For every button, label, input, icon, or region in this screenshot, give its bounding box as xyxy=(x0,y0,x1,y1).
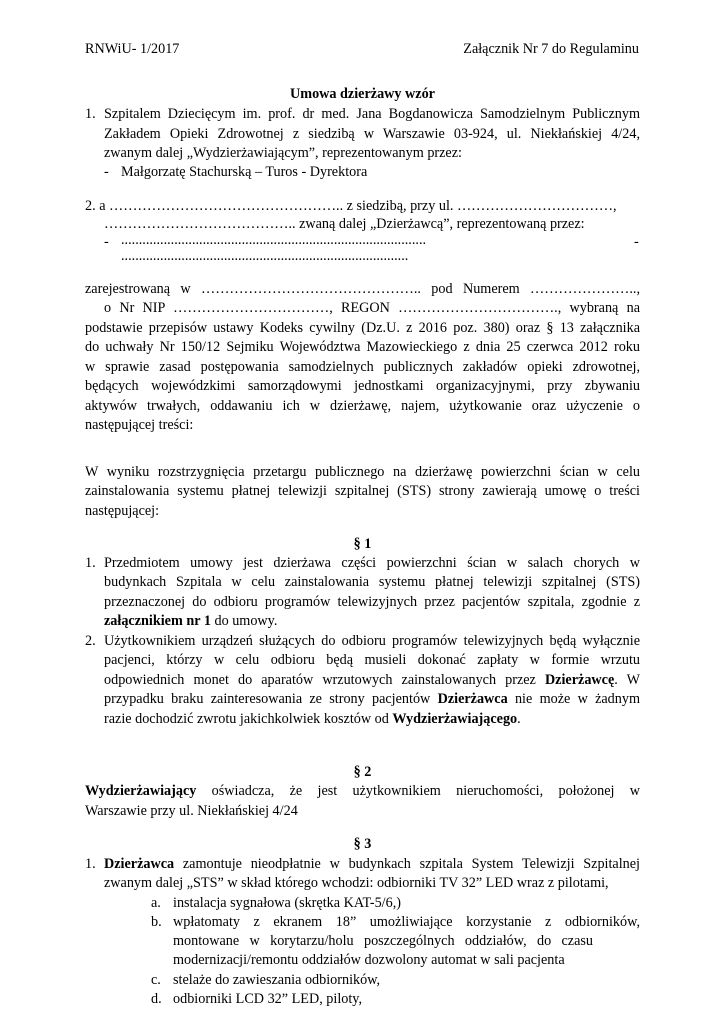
s1-point-number: 1. xyxy=(85,555,96,571)
s1-text: odpowiednich monet do aparatów wrzutowych zainstalowanych przez xyxy=(104,672,545,688)
s1-line xyxy=(104,612,277,632)
registration-line: do uchwały Nr 150/12 Sejmiku Województwa Mazowieckiego z dnia 25 czerwca 2012 roku xyxy=(85,339,640,355)
s1-line: pacjenci, którzy w celu odbioru będą musieli dokonać zapłaty w formie wrzutu xyxy=(104,652,640,668)
registration-line: zarejestrowaną w ……………………………………….. pod Numerem ………………….., xyxy=(85,281,640,297)
s1-line: budynkach Szpitala w celu zainstalowania systemu płatnej telewizji szpitalnej (STS) xyxy=(104,574,640,590)
list-label: b. xyxy=(151,914,162,930)
intro-line: W wyniku rozstrzygnięcia przetargu publicznego na dzierżawę powierzchni ścian w celu xyxy=(85,464,640,480)
s1-text: . xyxy=(517,711,521,727)
header-reference: RNWiU- 1/2017 xyxy=(85,41,180,57)
list-item: instalacja sygnałowa (skrętka KAT-5/6,) xyxy=(173,895,401,911)
section-heading: § 1 xyxy=(353,536,372,552)
intro-line: zainstalowania systemu płatnej telewizji szpitalnej (STS) strony zawierają umowę o treści xyxy=(85,483,640,499)
list-item: stelaże do zawieszania odbiorników, xyxy=(173,972,381,988)
s2-line: Warszawie przy ul. Niekłańskiej 4/24 xyxy=(85,803,298,819)
party1-number: 1. xyxy=(85,106,96,122)
s1-bold: Dzierżawcę xyxy=(544,672,615,688)
party1-rep-dash: - xyxy=(104,164,109,180)
s3-text: zamontuje nieodpłatnie w budynkach szpitala System Telewizji Szpitalnej xyxy=(174,856,640,872)
registration-line: o Nr NIP ……………………………, REGON ……………………………., wybraną na xyxy=(104,300,640,316)
list-item: montowane w korytarzu/holu poszczególnych oddziałów, do czasu xyxy=(173,933,593,949)
s1-text: razie dochodzić zwrotu jakichkolwiek kosztów od xyxy=(104,711,393,727)
s1-line xyxy=(104,710,521,730)
list-label: c. xyxy=(151,972,161,988)
s1-text: . W xyxy=(614,672,641,688)
s2-bold: Wydzierżawiający xyxy=(85,783,197,799)
intro-line: następującej: xyxy=(85,503,160,519)
list-item: modernizacji/remontu oddziałów dozwolony automat w sali pacjenta xyxy=(173,952,565,968)
document-title: Umowa dzierżawy wzór xyxy=(290,86,435,102)
registration-line: następującej treści: xyxy=(85,417,194,433)
party2-dots: ................................................................................. xyxy=(121,248,409,264)
party2-dots: ...................................................................................... xyxy=(121,232,427,248)
s1-line xyxy=(104,671,640,691)
s1-bold: Dzierżawca xyxy=(437,691,508,707)
section-heading: § 3 xyxy=(353,836,372,852)
registration-line: podstawie przepisów ustawy Kodeks cywilny (Dz.U. z 2016 poz. 380) oraz § 13 załącznika xyxy=(85,320,640,336)
party1-line: zwanym dalej „Wydzierżawiającym”, reprezentowanym przez: xyxy=(104,145,462,161)
party1-line: Szpitalem Dziecięcym im. prof. dr med. Jana Bogdanowicza Samodzielnym Publicznym xyxy=(104,106,640,122)
s1-line xyxy=(104,690,640,710)
party1-line: Zakładem Opieki Zdrowotnej z siedzibą w Warszawie 03-924, ul. Niekłańskiej 4/24, xyxy=(104,126,640,142)
s3-point-number: 1. xyxy=(85,856,96,872)
header-attachment: Załącznik Nr 7 do Regulaminu xyxy=(463,41,639,57)
s1-point-number: 2. xyxy=(85,633,96,649)
s3-line: zwanym dalej „STS” w skład którego wchodzi: odbiorniki TV 32” LED wraz z pilotami, xyxy=(104,875,609,891)
attachment-reference: załącznikiem nr 1 xyxy=(104,613,211,629)
list-label: a. xyxy=(151,895,161,911)
list-item: odbiorniki LCD 32” LED, piloty, xyxy=(173,991,363,1007)
list-label: d. xyxy=(151,991,162,1007)
registration-line: w sprawie zasad postępowania samodzielnych publicznych zakładów opieki zdrowotnej, xyxy=(85,359,640,375)
s3-bold: Dzierżawca xyxy=(104,856,175,872)
s1-text: do umowy. xyxy=(210,613,278,629)
party2-line: 2. a ………………………………………….. z siedzibą, przy ul. ……………………………, xyxy=(85,198,617,214)
s2-line xyxy=(85,782,640,802)
registration-line: będących wojewódzkimi samorządowymi jednostkami organizacyjnymi, przy zbywaniu xyxy=(85,378,640,394)
s1-line: przeznaczonej do odbioru programów telewizyjnych przez pacjentów szpitala, zgodnie z xyxy=(104,594,640,610)
registration-line: aktywów trwałych, oddawaniu ich w dzierżawę, najem, użytkowanie oraz użyczenie o xyxy=(85,398,640,414)
s1-text: przypadku braku zainteresowania ze strony pacjentów xyxy=(104,691,438,707)
s1-bold: Wydzierżawiającego xyxy=(392,711,518,727)
s3-line xyxy=(104,855,640,875)
party2-line: ………………………………….. zwaną dalej „Dzierżawcą”, reprezentowaną przez: xyxy=(104,216,585,232)
party1-representative: Małgorzatę Stachurską – Turos - Dyrektora xyxy=(121,164,368,180)
s1-line: Użytkownikiem urządzeń służących do odbioru programów telewizyjnych będą wyłącznie xyxy=(104,633,640,649)
party2-dash-right: - xyxy=(634,234,639,250)
s1-line: Przedmiotem umowy jest dzierżawa części powierzchni ścian w salach chorych w xyxy=(104,555,640,571)
s2-text: oświadcza, że jest użytkownikiem nieruchomości, położonej w xyxy=(196,783,640,799)
party2-dash-left: - xyxy=(104,234,109,250)
list-item: wpłatomaty z ekranem 18” umożliwiające korzystanie z odbiorników, xyxy=(173,914,640,930)
s1-text: nie może w żadnym xyxy=(507,691,640,707)
section-heading: § 2 xyxy=(353,764,372,780)
